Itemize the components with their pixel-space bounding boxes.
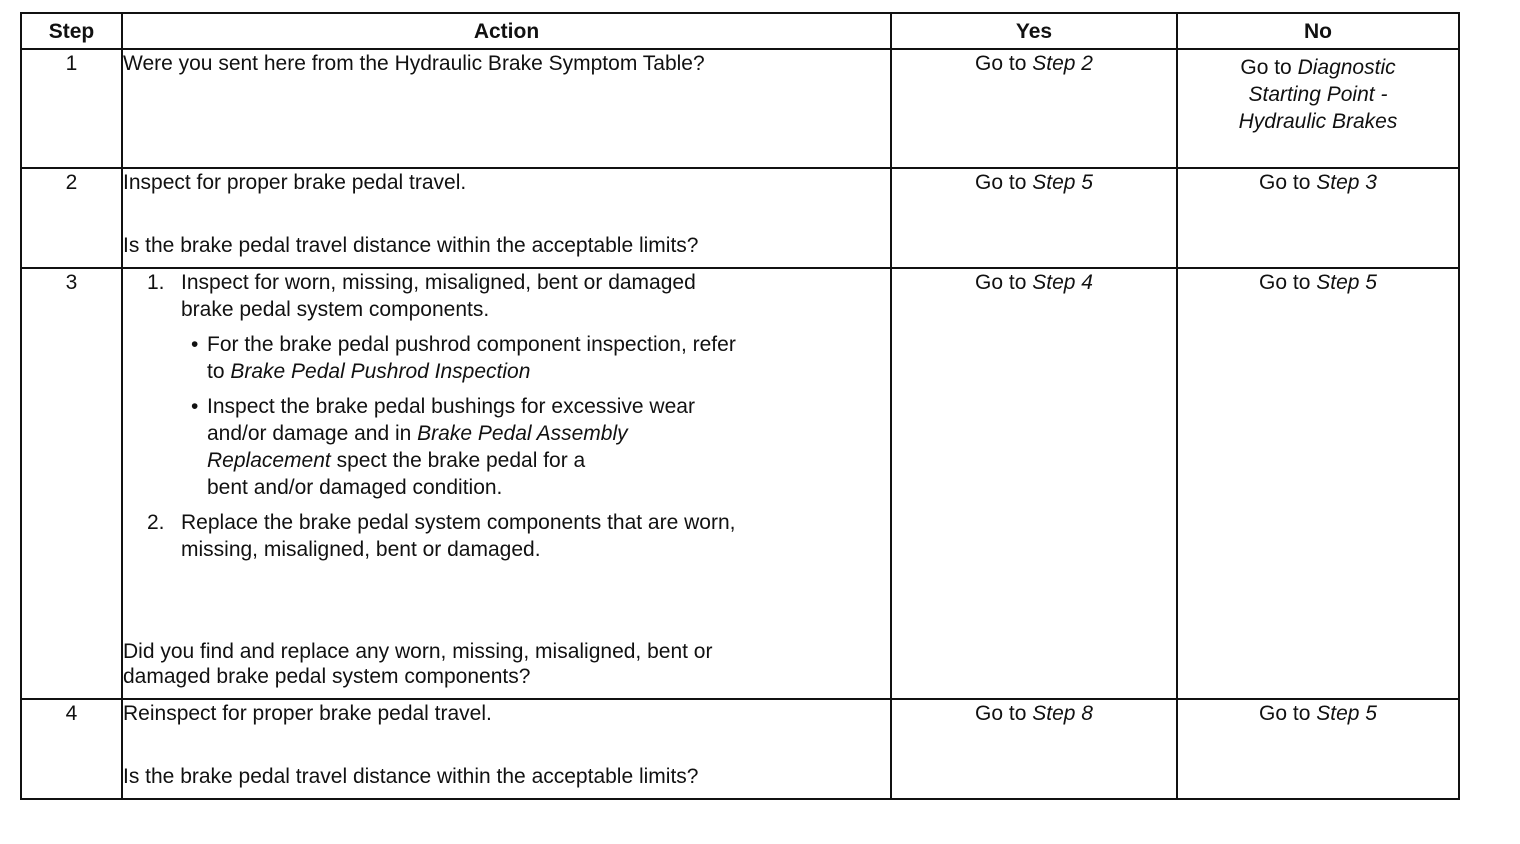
action-question: Were you sent here from the Hydraulic Brake Symptom Table? xyxy=(123,52,705,75)
item-text-line: missing, misaligned, bent or damaged. xyxy=(181,538,541,561)
table-row xyxy=(21,699,1459,799)
action-question xyxy=(123,639,890,689)
yes-cell xyxy=(891,268,1177,699)
no-target-line2: Starting Point - xyxy=(1248,83,1388,106)
yes-prefix: Go to xyxy=(975,52,1033,75)
step-number: 4 xyxy=(21,699,122,799)
procedure-reference-link[interactable]: Brake Pedal Pushrod Inspection xyxy=(230,360,531,383)
header-row xyxy=(21,13,1459,49)
action-cell xyxy=(122,699,891,799)
list-item xyxy=(147,509,890,563)
yes-link[interactable]: Step 4 xyxy=(1032,271,1093,294)
yes-link[interactable]: Step 8 xyxy=(1032,702,1093,725)
yes-link[interactable]: Step 5 xyxy=(1032,171,1093,194)
item-text-line: Replace the brake pedal system components that are worn, xyxy=(181,511,736,534)
header-no: No xyxy=(1177,13,1459,49)
diagnostic-table xyxy=(20,12,1460,800)
no-cell xyxy=(1177,268,1459,699)
procedure-reference-link[interactable]: Replacement xyxy=(207,449,331,472)
yes-cell xyxy=(891,699,1177,799)
yes-link[interactable]: Step 2 xyxy=(1032,52,1093,75)
no-link[interactable]: Step 5 xyxy=(1316,271,1377,294)
action-cell xyxy=(122,268,891,699)
bullet-text-line: bent and/or damaged condition. xyxy=(207,476,503,499)
header-step: Step xyxy=(21,13,122,49)
yes-cell xyxy=(891,49,1177,168)
table-row xyxy=(21,49,1459,168)
bullet-item xyxy=(181,393,890,501)
no-link[interactable]: Step 5 xyxy=(1316,702,1377,725)
bullet-text-line: Inspect the brake pedal bushings for excessive wear xyxy=(207,395,695,418)
step-number: 1 xyxy=(21,49,122,168)
action-instruction: Reinspect for proper brake pedal travel. xyxy=(123,702,492,725)
question-line: damaged brake pedal system components? xyxy=(123,665,531,688)
no-prefix: Go to xyxy=(1259,702,1317,725)
no-prefix: Go to xyxy=(1240,56,1298,79)
action-cell xyxy=(122,49,891,168)
yes-prefix: Go to xyxy=(975,271,1033,294)
list-number: 1. xyxy=(147,271,165,294)
no-link[interactable] xyxy=(1239,54,1398,135)
list-item xyxy=(147,269,890,501)
action-question: Is the brake pedal travel distance within the acceptable limits? xyxy=(123,765,699,788)
no-target-line3: Hydraulic Brakes xyxy=(1238,110,1398,133)
item-text-line: brake pedal system components. xyxy=(181,298,490,321)
bullet-prefix: to xyxy=(207,360,231,383)
yes-prefix: Go to xyxy=(975,702,1033,725)
bullet-text-line: For the brake pedal pushrod component inspection, refer xyxy=(207,333,736,356)
table-row xyxy=(21,168,1459,268)
action-cell xyxy=(122,168,891,268)
bullet-item xyxy=(181,331,890,385)
no-prefix: Go to xyxy=(1259,271,1317,294)
no-cell xyxy=(1177,49,1459,168)
list-number: 2. xyxy=(147,511,165,534)
step-number: 3 xyxy=(21,268,122,699)
no-cell xyxy=(1177,699,1459,799)
bullet-suffix: spect the brake pedal for a xyxy=(330,449,586,472)
no-cell xyxy=(1177,168,1459,268)
table-row xyxy=(21,268,1459,699)
yes-prefix: Go to xyxy=(975,171,1033,194)
no-link[interactable]: Step 3 xyxy=(1316,171,1377,194)
action-question: Is the brake pedal travel distance within the acceptable limits? xyxy=(123,234,699,257)
bullet-icon: • xyxy=(191,333,199,356)
bullet-icon: • xyxy=(191,395,199,418)
header-action: Action xyxy=(122,13,891,49)
header-yes: Yes xyxy=(891,13,1177,49)
no-prefix: Go to xyxy=(1259,171,1317,194)
bullet-prefix: and/or damage and in xyxy=(207,422,418,445)
item-text-line: Inspect for worn, missing, misaligned, bent or damaged xyxy=(181,271,696,294)
yes-cell xyxy=(891,168,1177,268)
procedure-list xyxy=(123,269,890,563)
question-line: Did you find and replace any worn, missing, misaligned, bent or xyxy=(123,640,713,663)
procedure-reference-link[interactable]: Brake Pedal Assembly xyxy=(417,422,628,445)
no-target-line1: Diagnostic xyxy=(1297,56,1396,79)
step-number: 2 xyxy=(21,168,122,268)
action-instruction: Inspect for proper brake pedal travel. xyxy=(123,171,467,194)
